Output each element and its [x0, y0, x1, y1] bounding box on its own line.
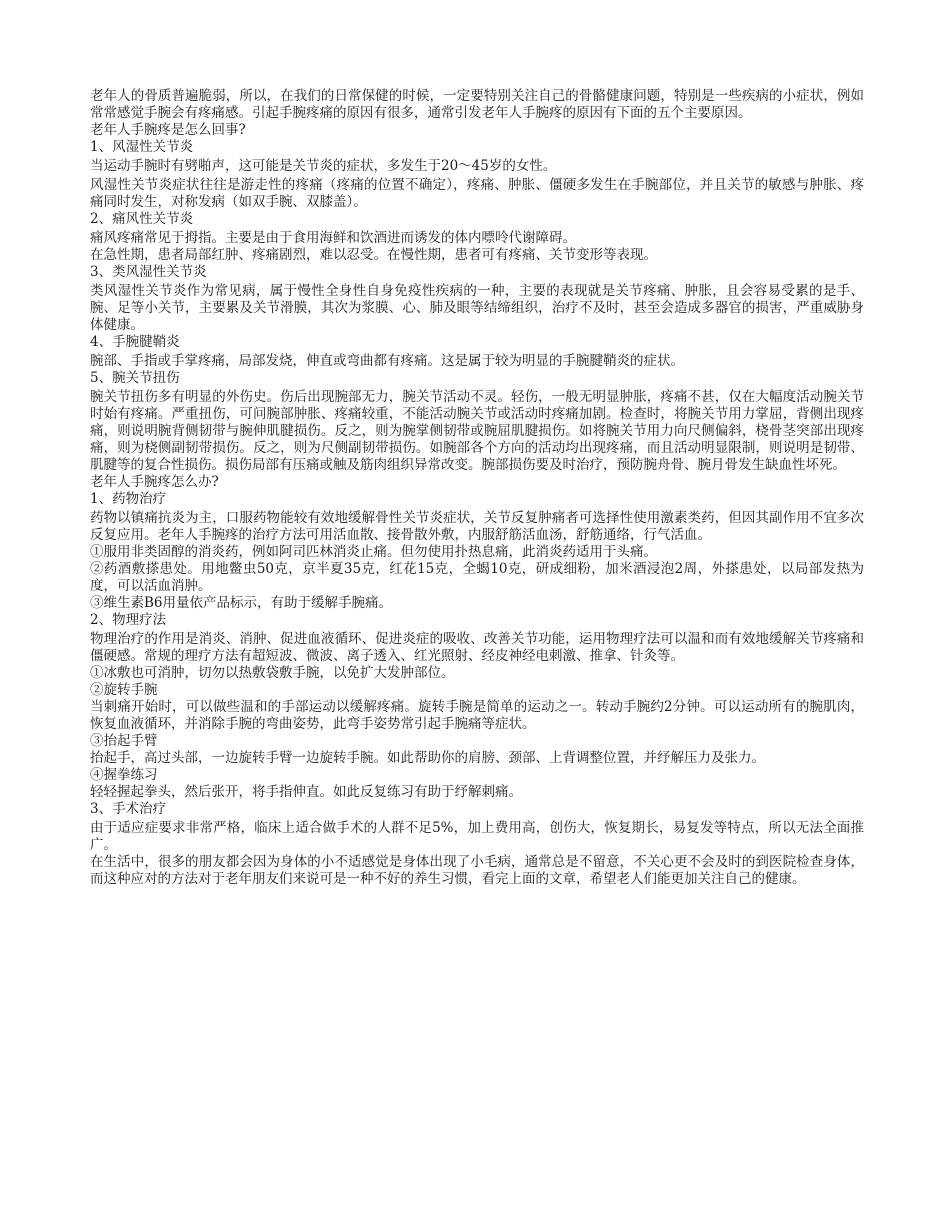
subheading-wrist-sprain: 5、腕关节扭伤 [90, 370, 180, 386]
body-paragraph: 风湿性关节炎症状往往是游走性的疼痛（疼痛的位置不确定），疼痛、肿胀、僵硬多发生在手腕部位，并且关节的敏感与肿胀、疼痛同时发生，对称发病（如双手腕、双膝盖）。 [90, 177, 864, 210]
body-paragraph: 抬起手，高过头部，一边旋转手臂一边旋转手腕。如此帮助你的肩膀、颈部、上背调整位置，并纾解压力及张力。 [90, 750, 765, 766]
list-item: ①服用非类固醇的消炎药，例如阿司匹林消炎止痛。但勿使用扑热息痛，此消炎药适用于头痛。 [90, 544, 657, 560]
body-paragraph: 物理治疗的作用是消炎、消肿、促进血液循环、促进炎症的吸收、改善关节功能，运用物理疗法可以温和而有效地缓解关节疼痛和僵硬感。常规的理疗方法有超短波、微波、离子透入、红光照射、经皮神经电刺激、推拿、针灸等。 [90, 631, 864, 664]
subheading-tenosynovitis: 4、手腕腱鞘炎 [90, 334, 180, 350]
subheading-surgery: 3、手术治疗 [90, 801, 167, 817]
list-item: ④握拳练习 [90, 767, 158, 783]
body-paragraph: 轻轻握起拳头，然后张开，将手指伸直。如此反复练习有助于纾解刺痛。 [90, 784, 522, 800]
list-item: ①冰敷也可消肿，切勿以热敷袋敷手腕，以免扩大发肿部位。 [90, 665, 455, 681]
subheading-rheumatoid-arthritis: 3、类风湿性关节炎 [90, 264, 207, 280]
intro-paragraph: 老年人的骨质普遍脆弱，所以，在我们的日常保健的时候，一定要特别关注自己的骨骼健康问题，特别是一些疾病的小症状，例如常常感觉手腕会有疼痛感。引起手腕疼痛的原因有很多，通常引发老年人手腕疼的原因有下面的五个主要原因。 [90, 88, 864, 121]
body-paragraph: 痛风疼痛常见于拇指。主要是由于食用海鲜和饮酒进而诱发的体内嘌呤代谢障碍。 [90, 230, 576, 246]
section-heading-causes: 老年人手腕疼是怎么回事? [90, 122, 246, 138]
body-paragraph: 当刺痛开始时，可以做些温和的手部运动以缓解疼痛。旋转手腕是简单的运动之一。转动手腕约2分钟。可以运动所有的腕肌肉，恢复血液循环，并消除手腕的弯曲姿势，此弯手姿势常引起手腕痛等症状。 [90, 699, 864, 732]
body-paragraph: 在急性期，患者局部红肿、疼痛剧烈，难以忍受。在慢性期，患者可有疼痛、关节变形等表现。 [90, 247, 657, 263]
body-paragraph: 腕关节扭伤多有明显的外伤史。伤后出现腕部无力，腕关节活动不灵。轻伤，一般无明显肿胀，疼痛不甚，仅在大幅度活动腕关节时始有疼痛。严重扭伤，可问腕部肿胀、疼痛较重，不能活动腕关节或活动时疼痛加剧。检查时，将腕关节用力掌屈，背侧出现疼痛，则说明腕背侧韧带与腕伸肌腱损伤。反之，则为腕掌侧韧带或腕屈肌腱损伤。如将腕关节用力向尺侧偏斜，桡骨茎突部出现疼痛，则为桡侧副韧带损伤。反之，则为尺侧副韧带损伤。如腕部各个方向的活动均出现疼痛，而且活动明显限制，则说明是韧带、肌腱等的复合性损伤。损伤局部有压痛或触及筋肉组织异常改变。腕部损伤要及时治疗，预防腕舟骨、腕月骨发生缺血性坏死。 [90, 389, 864, 473]
list-item: ③维生素B6用量依产品标示，有助于缓解手腕痛。 [90, 595, 393, 611]
subheading-medication: 1、药物治疗 [90, 491, 167, 507]
subheading-rheumatic-arthritis: 1、风湿性关节炎 [90, 139, 194, 155]
list-item: ③抬起手臂 [90, 733, 158, 749]
subheading-gout-arthritis: 2、痛风性关节炎 [90, 211, 194, 227]
section-heading-treatment: 老年人手腕疼怎么办? [90, 474, 219, 490]
subheading-physical-therapy: 2、物理疗法 [90, 612, 167, 628]
body-paragraph: 类风湿性关节炎作为常见病，属于慢性全身性自身免疫性疾病的一种，主要的表现就是关节疼痛、肿胀，且会容易受累的是手、腕、足等小关节，主要累及关节滑膜，其次为浆膜、心、肺及眼等结缔组织，治疗不及时，甚至会造成多器官的损害，严重威胁身体健康。 [90, 283, 864, 333]
list-item: ②旋转手腕 [90, 682, 158, 698]
conclusion-paragraph: 在生活中，很多的朋友都会因为身体的小不适感觉是身体出现了小毛病，通常总是不留意，不关心更不会及时的到医院检查身体，而这种应对的方法对于老年朋友们来说可是一种不好的养生习惯，看完上面的文章，希望老人们能更加关注自己的健康。 [90, 854, 864, 887]
body-paragraph: 由于适应症要求非常严格，临床上适合做手术的人群不足5%，加上费用高，创伤大，恢复期长，易复发等特点，所以无法全面推广。 [90, 820, 864, 853]
body-paragraph: 当运动手腕时有劈啪声，这可能是关节炎的症状，多发生于20～45岁的女性。 [90, 158, 557, 174]
body-paragraph: 药物以镇痛抗炎为主，口服药物能较有效地缓解骨性关节炎症状，关节反复肿痛者可选择性使用激素类药，但因其副作用不宜多次反复应用。老年人手腕疼的治疗方法可用活血散、接骨散外敷，内服舒筋活血汤，舒筋通络，行气活血。 [90, 510, 864, 543]
list-item: ②药酒敷搽患处。用地鳖虫50克，京半夏35克，红花15克，全蝎10克，研成细粉，加米酒浸泡2周，外搽患处，以局部发热为度，可以活血消肿。 [90, 561, 864, 594]
body-paragraph: 腕部、手指或手掌疼痛，局部发烧，伸直或弯曲都有疼痛。这是属于较为明显的手腕腱鞘炎的症状。 [90, 353, 684, 369]
